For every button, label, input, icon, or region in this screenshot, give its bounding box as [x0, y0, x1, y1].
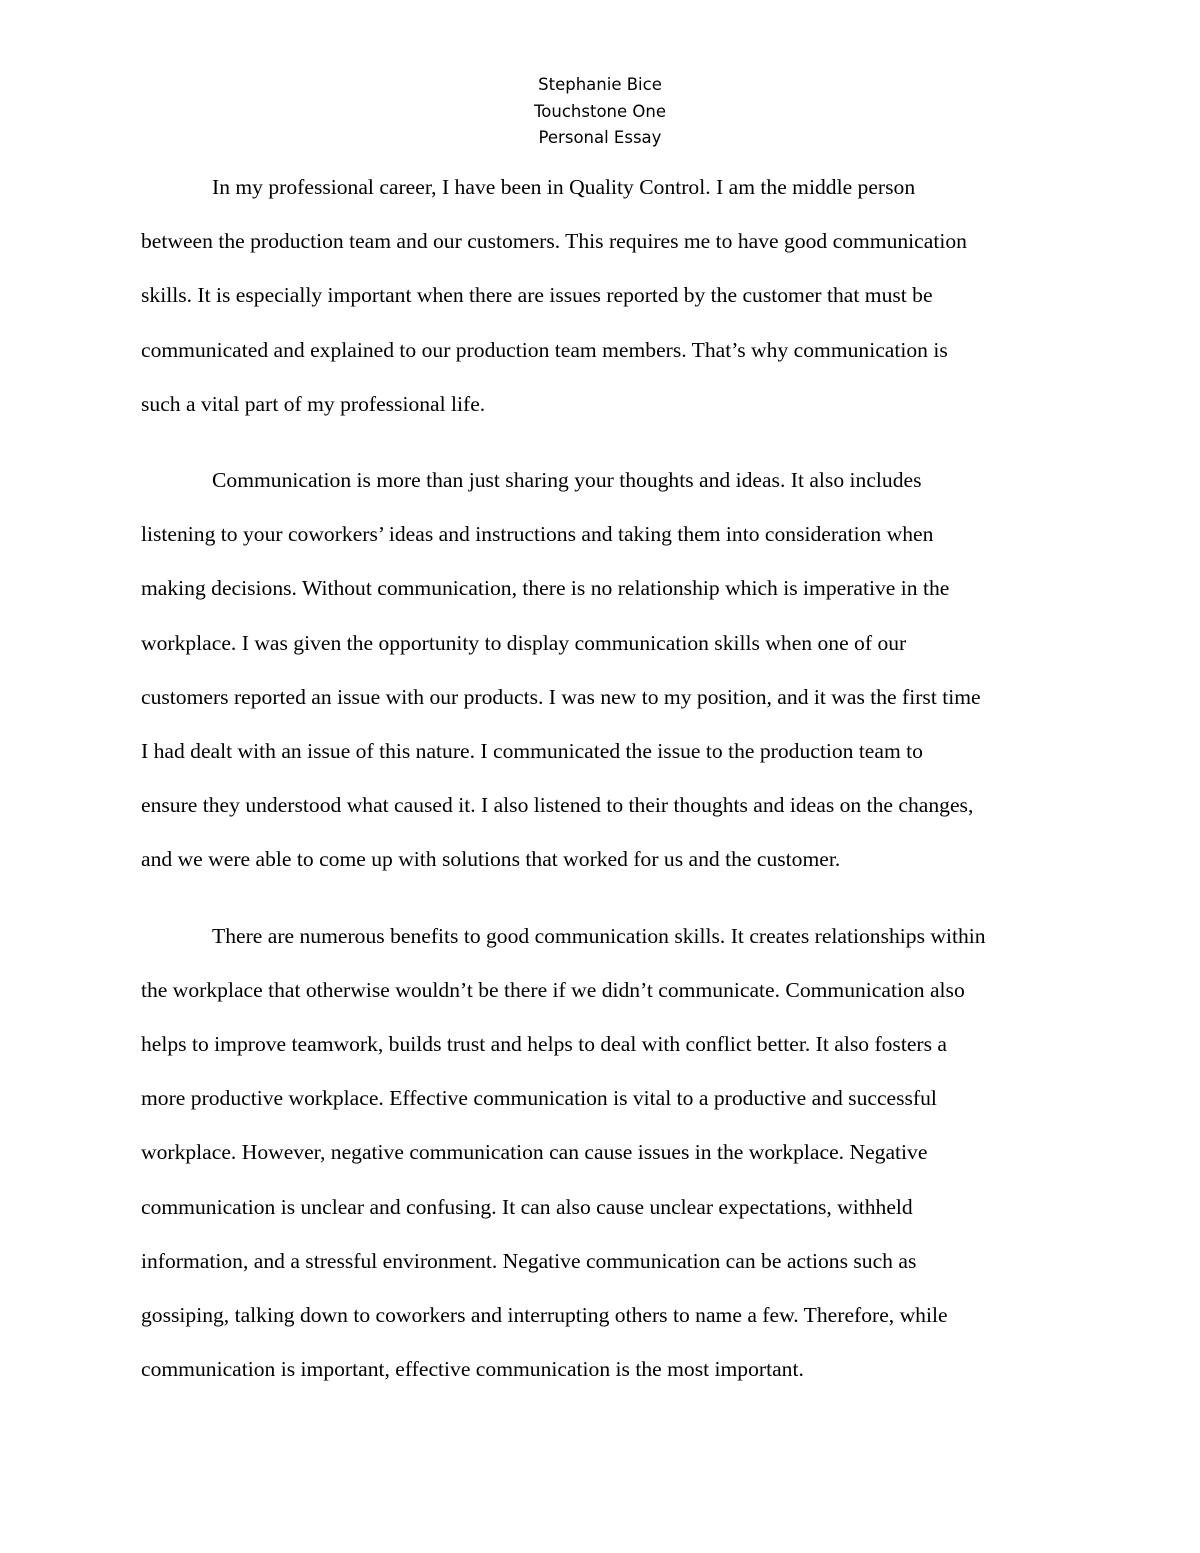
paragraph-line: Communication is more than just sharing your thoughts and ideas. It also includes [212, 468, 922, 493]
paragraph-1 [141, 160, 1061, 431]
paragraph-line: gossiping, talking down to coworkers and interrupting others to name a few. Therefore, while [141, 1303, 948, 1328]
paragraph-line: I had dealt with an issue of this nature. I communicated the issue to the production team to [141, 739, 923, 764]
paragraph-line: information, and a stressful environment. Negative communication can be actions such as [141, 1248, 917, 1273]
paragraph-2 [141, 453, 1061, 887]
paragraph-line: listening to your coworkers’ ideas and instructions and taking them into consideration when [141, 522, 934, 547]
paragraph-line: between the production team and our customers. This requires me to have good communication [141, 229, 967, 254]
paragraph-line: In my professional career, I have been in Quality Control. I am the middle person [212, 175, 916, 199]
paragraph-3 [141, 909, 1061, 1397]
paragraph-line: workplace. However, negative communication can cause issues in the workplace. Negative [141, 1140, 928, 1165]
paragraph-line: communication is unclear and confusing. It can also cause unclear expectations, withheld [141, 1194, 913, 1219]
paragraph-line: the workplace that otherwise wouldn’t be there if we didn’t communicate. Communication also [141, 977, 965, 1002]
paragraph-line: communicated and explained to our production team members. That’s why communication is [141, 337, 948, 362]
paragraph-line: helps to improve teamwork, builds trust and helps to deal with conflict better. It also fosters a [141, 1032, 947, 1057]
document-header [0, 72, 1200, 152]
essay-body [141, 160, 1061, 1418]
paragraph-line: ensure they understood what caused it. I also listened to their thoughts and ideas on the changes, [141, 793, 974, 818]
paragraph-line: such a vital part of my professional life. [141, 391, 486, 416]
paragraph-line: making decisions. Without communication, there is no relationship which is imperative in the [141, 576, 950, 601]
paragraph-line: and we were able to come up with solutions that worked for us and the customer. [141, 847, 841, 872]
course-name: Touchstone One [534, 101, 666, 121]
paragraph-line: There are numerous benefits to good communication skills. It creates relationships within [212, 923, 986, 948]
paragraph-line: more productive workplace. Effective communication is vital to a productive and successful [141, 1086, 937, 1111]
paragraph-line: customers reported an issue with our products. I was new to my position, and it was the first time [141, 684, 981, 709]
paragraph-line: workplace. I was given the opportunity to display communication skills when one of our [141, 630, 907, 655]
author-name: Stephanie Bice [538, 75, 662, 94]
document-title: Personal Essay [538, 128, 662, 147]
paragraph-line: communication is important, effective communication is the most important. [141, 1357, 804, 1382]
paragraph-line: skills. It is especially important when there are issues reported by the customer that must be [141, 283, 933, 308]
